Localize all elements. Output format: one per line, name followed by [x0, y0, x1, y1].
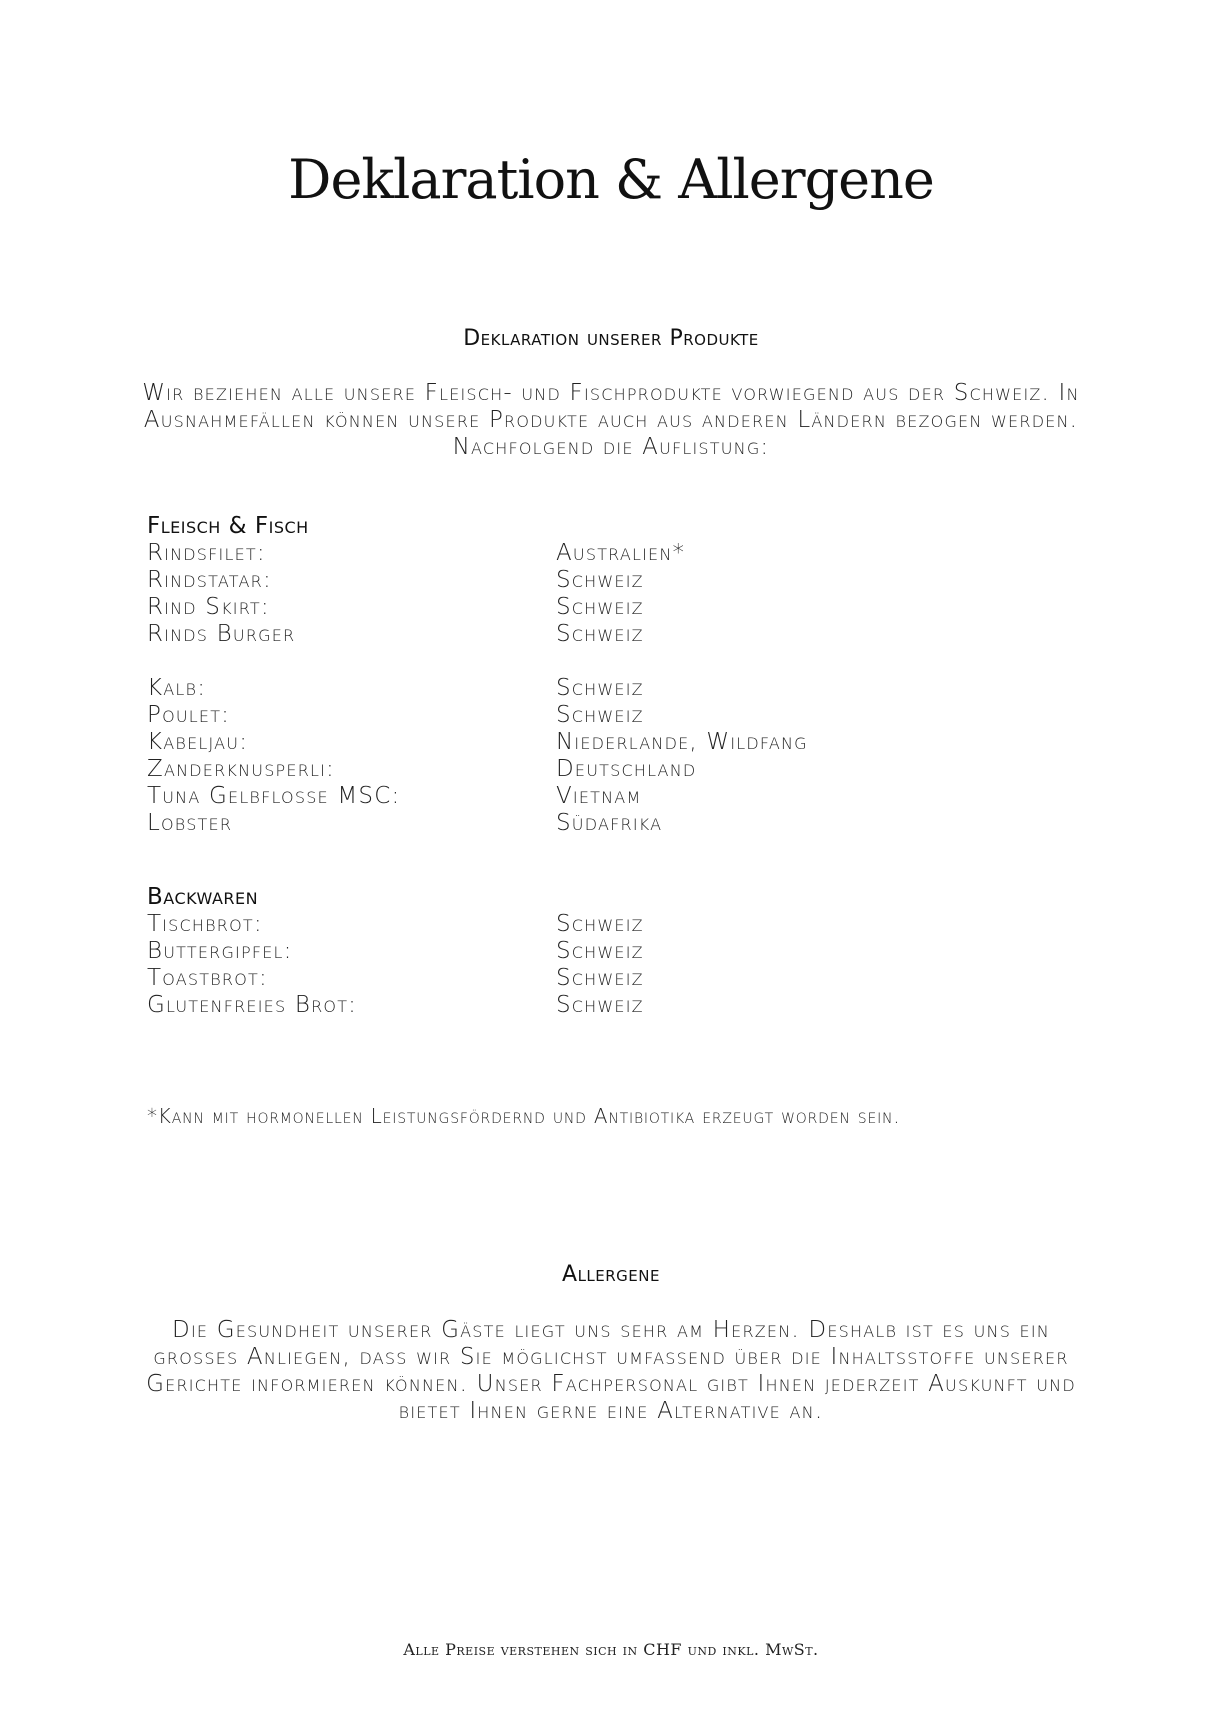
product-name: Kalb:	[147, 675, 207, 701]
product-origin: Schweiz	[556, 621, 644, 647]
product-name: Rindstatar:	[147, 567, 272, 593]
list-item	[147, 992, 947, 1019]
product-name: Lobster	[147, 810, 233, 836]
product-origin: Schweiz	[556, 965, 644, 991]
list-item	[147, 675, 947, 702]
product-name: Zanderknusperli:	[147, 756, 336, 782]
group-title: Backwaren	[147, 884, 259, 910]
group-title: Fleisch & Fisch	[147, 513, 309, 539]
list-item	[147, 702, 947, 729]
product-origin: Schweiz	[556, 938, 644, 964]
product-name: Rind Skirt:	[147, 594, 270, 620]
list-item	[147, 965, 947, 992]
group-meat-fish	[147, 513, 947, 837]
list-item	[147, 783, 947, 810]
product-name: Kabeljau:	[147, 729, 249, 755]
product-origin: Schweiz	[556, 702, 644, 728]
page-footer: Alle Preise verstehen sich in CHF und inkl. MwSt.	[403, 1640, 819, 1659]
group-bakery	[147, 884, 947, 1019]
product-origin: Südafrika	[556, 810, 663, 836]
product-name: Toastbrot:	[147, 965, 268, 991]
list-item	[147, 621, 947, 648]
product-name: Rindsfilet:	[147, 540, 266, 566]
allergens-heading: Allergene	[562, 1262, 660, 1287]
product-origin: Deutschland	[556, 756, 697, 782]
product-origin: Schweiz	[556, 992, 644, 1018]
list-item	[147, 911, 947, 938]
list-item	[147, 729, 947, 756]
product-name: Poulet:	[147, 702, 231, 728]
product-origin: Niederlande, Wildfang	[556, 729, 808, 755]
list-item	[147, 756, 947, 783]
product-name: Tuna Gelbflosse MSC:	[147, 783, 401, 809]
list-item	[147, 594, 947, 621]
product-name: Tischbrot:	[147, 911, 263, 937]
declaration-intro: Wir beziehen alle unsere Fleisch- und Fischprodukte vorwiegend aus der Schweiz. In Ausnahmefällen können unsere Produkte auch aus anderen Ländern bezogen werden. Nachfolgend die Auflistung:	[142, 380, 1080, 460]
product-origin: Australien*	[556, 540, 686, 566]
list-item	[147, 938, 947, 965]
product-origin: Vietnam	[556, 783, 642, 809]
product-name: Glutenfreies Brot:	[147, 992, 358, 1018]
footnote: *Kann mit hormonellen Leistungsfördernd und Antibiotika erzeugt worden sein.	[147, 1104, 901, 1128]
product-name: Buttergipfel:	[147, 938, 293, 964]
page-title: Deklaration & Allergene	[288, 148, 934, 211]
list-item	[147, 567, 947, 594]
list-item	[147, 810, 947, 837]
allergens-text: Die Gesundheit unserer Gäste liegt uns sehr am Herzen. Deshalb ist es uns ein grosses Anliegen, dass wir Sie möglichst umfassend über die Inhaltsstoffe unserer Gerichte informieren können. Unser Fachpersonal gibt Ihnen jederzeit Auskunft und bietet Ihnen gerne eine Alternative an.	[146, 1317, 1076, 1424]
product-origin: Schweiz	[556, 911, 644, 937]
product-origin: Schweiz	[556, 675, 644, 701]
product-name: Rinds Burger	[147, 621, 296, 647]
list-item	[147, 540, 947, 567]
product-origin: Schweiz	[556, 567, 644, 593]
product-origin: Schweiz	[556, 594, 644, 620]
declaration-heading: Deklaration unserer Produkte	[463, 326, 759, 351]
